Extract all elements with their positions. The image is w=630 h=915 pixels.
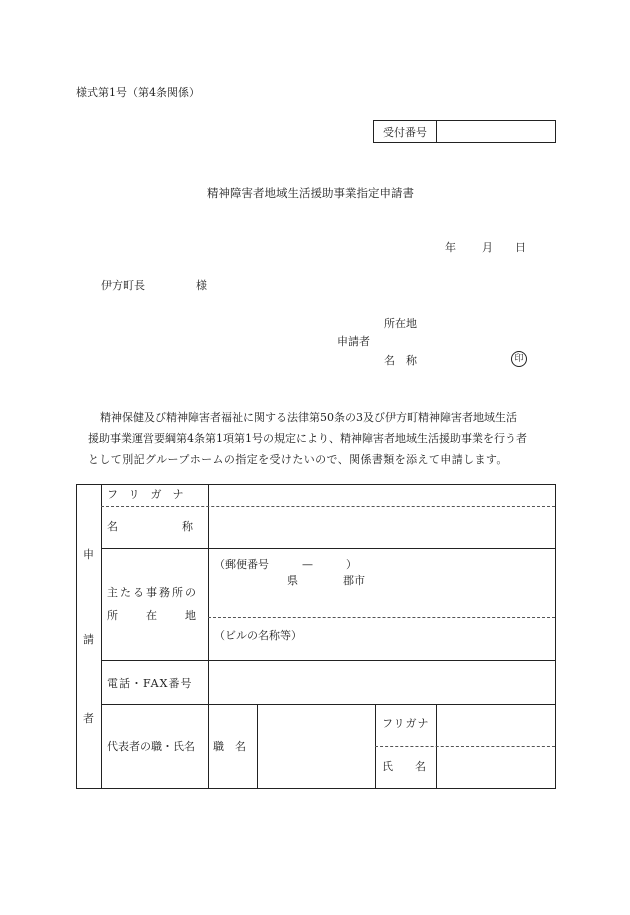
date-year: 年 [445,241,456,254]
form-number: 様式第1号（第4条関係） [76,86,200,99]
position-label: 職 名 [213,740,246,753]
document-title: 精神障害者地域生活援助事業指定申請書 [207,186,414,200]
receipt-number-label: 受付番号 [374,121,437,142]
date-day: 日 [515,241,526,254]
furigana-label: フリガナ [107,488,195,501]
applicant-label: 申請者 [337,335,370,348]
seal-mark-icon: 印 [511,351,527,367]
postal-code-field[interactable]: （郵便番号 — ） [214,558,357,571]
representative-label: 代表者の職・氏名 [107,740,195,753]
office-label-line1: 主たる事務所の [107,586,198,599]
office-label-line2: 所在地 [107,609,224,622]
rep-furigana-label: フリガナ [382,717,430,730]
addressee-honorific: 様 [196,279,207,292]
section-char-2: 請 [83,633,94,646]
applicant-info-table [76,484,556,789]
applicant-address-label: 所在地 [384,317,417,330]
phone-fax-label: 電話・FAX番号 [107,677,193,690]
building-name-field[interactable]: （ビルの名称等） [214,629,302,642]
addressee-name: 伊方町長 [101,279,145,292]
section-char-3: 者 [83,712,94,725]
prefecture-label: 県 [287,574,298,587]
statement-line: として別記グループホームの指定を受けたいので、関係書類を添えて申請します。 [88,453,508,466]
statement-line: 精神保健及び精神障害者福祉に関する法律第50条の3及び伊方町精神障害者地域生活 [100,411,517,424]
applicant-name-label: 名 称 [384,354,417,367]
county-city-label: 郡市 [343,574,365,587]
statement-line: 援助事業運営要綱第4条第1項第1号の規定により、精神障害者地域生活援助事業を行う者 [88,432,527,445]
receipt-number-field[interactable] [437,121,555,142]
rep-name-label: 氏 名 [382,760,426,773]
section-char-1: 申 [83,548,94,561]
name-label: 名称 [107,520,257,533]
date-month: 月 [482,241,493,254]
receipt-number-box [373,120,556,143]
application-statement [76,407,566,470]
